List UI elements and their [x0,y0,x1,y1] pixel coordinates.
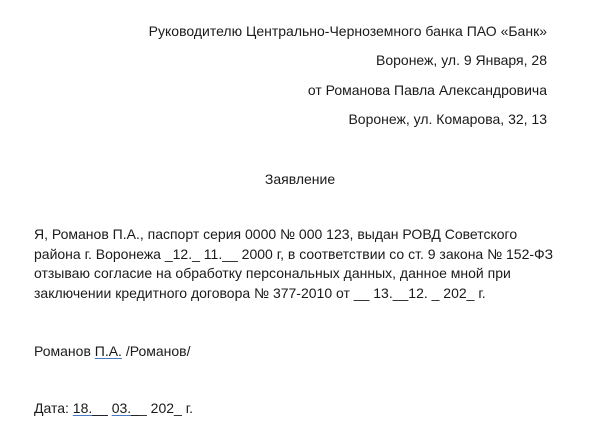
signature-line [34,342,191,360]
signature-name: Романов [34,343,91,359]
signature-initials: П.А. [94,343,122,359]
sender-address-line: Воронеж, ул. Комарова, 32, 13 [348,111,547,127]
date-separator: _ [100,400,108,416]
sender-line: от Романова Павла Александровича [307,82,547,98]
statement-body [34,225,554,303]
statement-line: отзываю согласие на обработку персональных данных, данное мной при [34,265,511,281]
date-line [34,399,193,417]
date-day: 18._ [72,400,101,416]
recipient-address-line: Воронеж, ул. 9 Января, 28 [376,52,547,68]
statement-line: заключении кредитного договора № 377-2010 от __ 13.__12. _ 202_ г. [34,284,486,301]
date-year: 202_ г. [150,400,193,416]
date-month: 03._ [111,400,139,416]
recipient-line: Руководителю Центрально-Черноземного банка ПАО «Банк» [148,23,547,39]
statement-line: района г. Воронежа _12._ 11.__ 2000 г, в соответствии со ст. 9 закона № 152-ФЗ [34,245,554,262]
document-title: Заявление [264,171,336,187]
date-label: Дата: [34,400,69,416]
statement-line: Я, Романов П.А., паспорт серия 0000 № 000 123, выдан РОВД Советского [34,226,518,242]
signature-transcript: /Романов/ [125,343,191,359]
date-separator: _ [138,400,147,416]
